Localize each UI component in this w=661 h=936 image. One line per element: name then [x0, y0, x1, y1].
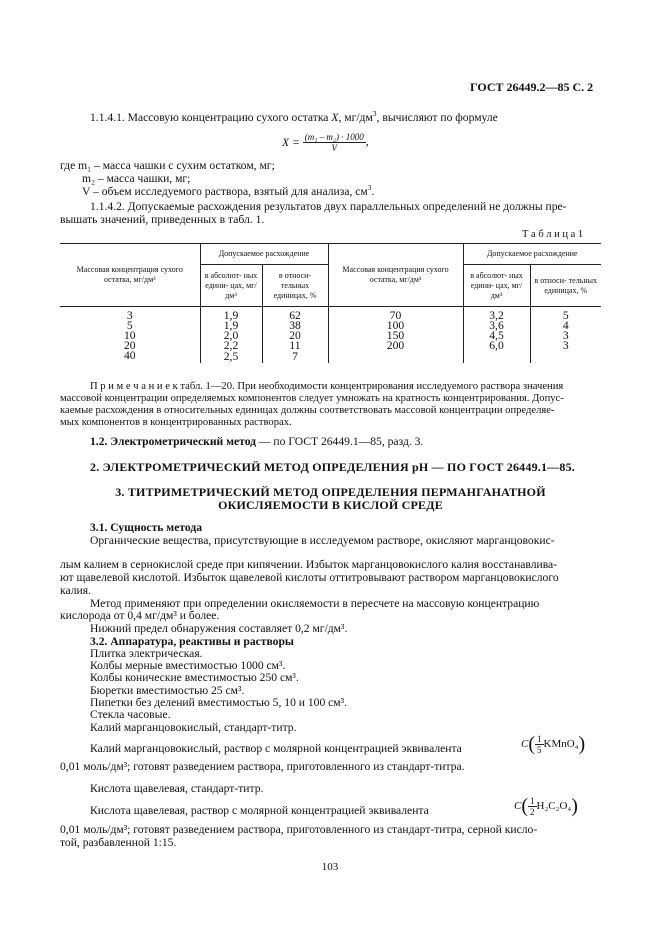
fraction-one-fifth — [535, 734, 544, 755]
header-abs-left: в абсолют- ных едини- цах, мг/дм³ — [200, 265, 262, 307]
section-2-heading: 2. ЭЛЕКТРОМЕТРИЧЕСКИЙ МЕТОД ОПРЕДЕЛЕНИЯ pH — ПО ГОСТ 26449.1—85. — [90, 460, 575, 474]
list-item: Плитка электрическая. — [90, 647, 203, 660]
cell: 1,9 — [200, 307, 262, 322]
variable-x: X — [331, 111, 339, 124]
oxalic-standard: Кислота щавелевая, стандарт-титр. — [90, 782, 264, 795]
formula-lhs: X = — [282, 136, 300, 149]
oxalic-line-3: той, разбавленной 1:15. — [60, 836, 177, 849]
cell: 5 — [530, 307, 601, 322]
formula-numerator: (m₁ – m₂) · 1000 — [304, 132, 364, 142]
text: , — [365, 135, 369, 149]
oxalic-line-1: Кислота щавелевая, раствор с молярной концентрацией эквивалента — [90, 804, 429, 817]
table-row — [60, 341, 601, 351]
cell: 62 — [262, 307, 328, 322]
superscript: 3 — [372, 109, 377, 119]
oxalic-line-2: 0,01 моль/дм³; готовят разведением раствора, приготовленного из стандарт-титра, серной кисло- — [60, 823, 538, 836]
cell — [328, 351, 463, 363]
paragraph-1-1-4-2-line-2: вышать значений, приведенных в табл. 1. — [60, 213, 265, 226]
header-conc-left: Массовая концентрация сухого остатка, мг/дм³ — [60, 244, 200, 307]
table-row — [60, 307, 601, 322]
cell: 4 — [530, 321, 601, 331]
numerator: 1 — [530, 796, 535, 806]
cell: 11 — [262, 341, 328, 351]
header-group-right: Допускаемое расхождение — [463, 244, 601, 265]
kmno4-line-2: 0,01 моль/дм³; готовят разведением раствора, приготовленного из стандарт-титра. — [60, 760, 465, 773]
kmno4-equivalent-formula — [521, 734, 585, 755]
cell: 3,2 — [463, 307, 530, 322]
header-rel-left: в относи- тельных единицах, % — [262, 265, 328, 307]
cell: 3 — [126, 309, 133, 322]
note-line-4: мых компонентов в концентрированных растворах. — [60, 417, 292, 428]
cell: 20 — [262, 331, 328, 341]
header-conc-right: Массовая концентрация сухого остатка, мг/дм³ — [328, 244, 463, 307]
list-item: Калий марганцовокислый, стандарт-титр. — [90, 721, 297, 734]
text: . — [371, 185, 375, 198]
oxalic-formula: H₂C₂O₄ — [536, 800, 572, 812]
formula-fraction — [303, 132, 366, 153]
note-line-3: каемые расхождения в относительных единицах должны соответствовать массовой концентрации определяе- — [60, 405, 555, 416]
s31-line-6: кислорода от 0,4 мг/дм³ и более. — [60, 609, 220, 622]
cell: 70 — [328, 307, 463, 322]
cell: 7 — [262, 351, 328, 363]
s31-line-3: ют щавелевой кислотой. Избыток щавелевой кислоты оттитровывают раствором марганцовокислого — [60, 571, 559, 584]
text: , вычисляют по формуле — [376, 111, 498, 124]
section-3-2-title: 3.2. Аппаратура, реактивы и растворы — [90, 635, 294, 648]
cell: 200 — [328, 341, 463, 351]
where-line-3 — [82, 185, 374, 198]
list-item: Пипетки без делений вместимостью 5, 10 и 100 см³. — [90, 696, 348, 709]
cell: 5 — [126, 319, 133, 332]
document-header: ГОСТ 26449.2—85 С. 2 — [470, 80, 594, 94]
paragraph-1-1-4-1 — [90, 111, 498, 124]
list-item: Бюретки вместимостью 25 см³. — [90, 684, 245, 697]
paragraph-1-2 — [90, 435, 423, 448]
note-line-1: П р и м е ч а н и е к табл. 1—20. При необходимости концентрирования исследуемого раствора значения — [90, 381, 564, 392]
header-group-left: Допускаемое расхождение — [200, 244, 328, 265]
kmno4-line-1: Калий марганцовокислый, раствор с молярной концентрацией эквивалента — [90, 742, 462, 755]
cell: 6,0 — [463, 341, 530, 351]
numerator: 1 — [537, 734, 542, 744]
text: V – объем исследуемого раствора, взятый для анализа, см — [82, 185, 368, 198]
paren-left: ( — [521, 795, 529, 817]
formula-c: C — [521, 738, 529, 750]
section-3-heading-line-2: ОКИСЛЯЕМОСТИ В КИСЛОЙ СРЕДЕ — [218, 498, 443, 512]
cell: 40 — [123, 349, 136, 362]
cell: 100 — [328, 321, 463, 331]
s31-line-4: калия. — [60, 584, 91, 597]
section-3-heading-line-1: 3. ТИТРИМЕТРИЧЕСКИЙ МЕТОД ОПРЕДЕЛЕНИЯ ПЕРМАНГАНАТНОЙ — [115, 485, 546, 499]
list-item: Колбы мерные вместимостью 1000 см³. — [90, 659, 286, 672]
cell: 10 — [123, 329, 136, 342]
table-caption: Т а б л и ц а 1 — [522, 229, 584, 240]
denominator: 2 — [530, 807, 535, 817]
cell: 4,5 — [463, 331, 530, 341]
section-3-1-title: 3.1. Сущность метода — [90, 521, 203, 534]
table-header-row-1 — [60, 244, 601, 265]
s31-line-7: Нижний предел обнаружения составляет 0,2 мг/дм³. — [90, 622, 348, 635]
list-item: Стекла часовые. — [90, 708, 171, 721]
s31-line-2: лым калием в сернокислой среде при кипячении. Избыток марганцовокислого калия восстанавлива- — [60, 558, 558, 571]
s31-line-5: Метод применяют при определении окисляемости в пересчете на массовую концентрацию — [90, 597, 540, 610]
kmno4-formula: KMnO₄ — [543, 738, 579, 750]
cell: 2,5 — [200, 351, 262, 363]
paren-right: ) — [571, 795, 578, 817]
cell: 2,0 — [200, 331, 262, 341]
formula-c: C — [514, 800, 522, 812]
s31-line-1: Органические вещества, присутствующие в исследуемом растворе, окисляют марганцовокис- — [90, 534, 555, 547]
cell: 2,2 — [200, 341, 262, 351]
cell: 38 — [262, 321, 328, 331]
cell: 3 — [530, 331, 601, 341]
cell: 1,9 — [200, 321, 262, 331]
cell — [463, 351, 530, 363]
text: — по ГОСТ 26449.1—85, разд. 3. — [256, 435, 424, 448]
oxalic-equivalent-formula — [514, 796, 578, 817]
fraction-one-half — [528, 796, 537, 817]
paren-left: ( — [528, 733, 536, 755]
where-line-2: m₂ – масса чашки, мг; — [82, 172, 191, 185]
table-row — [60, 321, 601, 331]
cell: 3,6 — [463, 321, 530, 331]
table-row — [60, 331, 601, 341]
cell: 3 — [530, 341, 601, 351]
list-item: Колбы конические вместимостью 250 см³. — [90, 671, 299, 684]
header-abs-right: в абсолют- ных едини- цах, мг/дм³ — [463, 265, 530, 307]
cell — [530, 351, 601, 363]
note-line-2: массовой концентрации определяемых компонентов следует умножать на кратность концентрирования. Допус- — [60, 393, 564, 404]
table-1 — [60, 243, 601, 363]
denominator: 5 — [537, 745, 542, 755]
where-line-1: где m₁ – масса чашки с сухим остатком, мг; — [60, 159, 275, 172]
text: , мг/дм — [338, 111, 373, 124]
table-row — [60, 351, 601, 363]
page-number: 103 — [321, 861, 339, 873]
cell: 150 — [328, 331, 463, 341]
paren-right: ) — [578, 733, 586, 755]
formula-denominator: V — [331, 143, 337, 153]
cell: 20 — [123, 339, 136, 352]
header-rel-right: в относи- тельных единицах, % — [530, 265, 601, 307]
text: 1.1.4.1. Массовую концентрацию сухого остатка — [90, 111, 332, 124]
superscript: 3 — [367, 183, 372, 193]
paragraph-1-1-4-2-line-1: 1.1.4.2. Допускаемые расхождения результатов двух параллельных определений не должны пре- — [90, 200, 567, 213]
section-title: 1.2. Электрометрический метод — [90, 435, 257, 448]
formula-dry-residue — [282, 132, 369, 153]
